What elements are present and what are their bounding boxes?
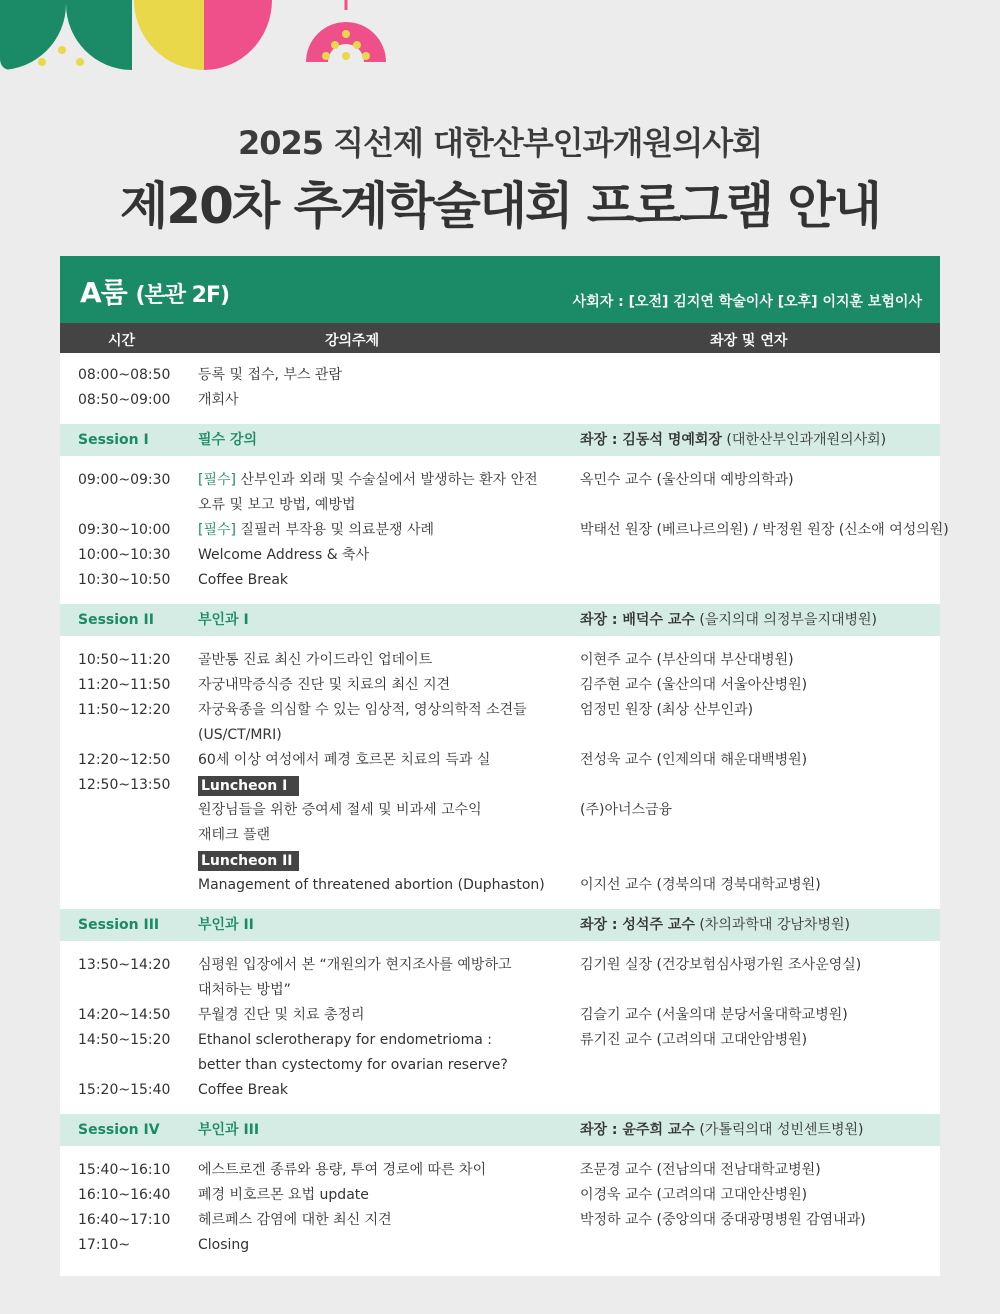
session-title: 필수 강의 bbox=[198, 432, 257, 448]
topic: Closing bbox=[198, 1237, 250, 1253]
session-chair: 좌장 : 배덕수 교수 (을지의대 의정부을지대병원) bbox=[580, 612, 878, 628]
session-label: Session I bbox=[78, 432, 149, 448]
speaker: (주)아너스금융 bbox=[580, 802, 673, 818]
col-speaker: 좌장 및 연자 bbox=[710, 333, 788, 349]
topic-line2: 오류 및 보고 방법, 예방법 bbox=[198, 497, 356, 513]
topic: 원장님들을 위한 증여세 절세 및 비과세 고수익 bbox=[198, 802, 482, 818]
topic: 폐경 비호르몬 요법 update bbox=[198, 1187, 369, 1203]
session-chair: 좌장 : 김동석 명예회장 (대한산부인과개원의사회) bbox=[580, 432, 887, 448]
time: 16:40~17:10 bbox=[78, 1212, 171, 1228]
speaker: 김슬기 교수 (서울의대 분당서울대학교병원) bbox=[580, 1007, 848, 1023]
speaker: 박태선 원장 (베르나르의원) / 박정원 원장 (신소애 여성의원) bbox=[580, 522, 949, 538]
topic: [필수] 산부인과 외래 및 수술실에서 발생하는 환자 안전 bbox=[198, 472, 538, 488]
required-tag: [필수] bbox=[198, 522, 236, 538]
required-tag: [필수] bbox=[198, 472, 236, 488]
event-subtitle: 2025 직선제 대한산부인과개원의사회 bbox=[237, 124, 763, 162]
time: 09:00~09:30 bbox=[78, 472, 171, 488]
time: 13:50~14:20 bbox=[78, 957, 171, 973]
topic: 심평원 입장에서 본 “개원의가 현지조사를 예방하고 bbox=[198, 957, 512, 973]
time: 10:00~10:30 bbox=[78, 547, 171, 563]
speaker: 옥민수 교수 (울산의대 예방의학과) bbox=[580, 472, 794, 488]
speaker: 엄정민 원장 (최상 산부인과) bbox=[580, 702, 754, 718]
topic: 자궁육종을 의심할 수 있는 임상적, 영상의학적 소견들 bbox=[198, 702, 527, 718]
time: 12:20~12:50 bbox=[78, 752, 171, 768]
session-label: Session II bbox=[78, 612, 154, 628]
topic: Coffee Break bbox=[198, 1082, 289, 1098]
time: 14:50~15:20 bbox=[78, 1032, 171, 1048]
time: 16:10~16:40 bbox=[78, 1187, 171, 1203]
speaker: 류기진 교수 (고려의대 고대안암병원) bbox=[580, 1032, 808, 1048]
session-3-bar bbox=[60, 909, 940, 941]
topic: Coffee Break bbox=[198, 572, 289, 588]
topic: Ethanol sclerotherapy for endometrioma : bbox=[198, 1032, 492, 1048]
session-label: Session III bbox=[78, 917, 160, 933]
yellow-half-circle bbox=[134, 0, 204, 70]
topic-line2: (US/CT/MRI) bbox=[198, 727, 282, 743]
topic: 헤르페스 감염에 대한 최신 지견 bbox=[198, 1212, 392, 1228]
topic-line2: better than cystectomy for ovarian reserve? bbox=[198, 1057, 508, 1073]
session-title: 부인과 I bbox=[198, 612, 249, 628]
topic: [필수] 질필러 부작용 및 의료분쟁 사례 bbox=[198, 522, 435, 538]
host-info: 사회자 : [오전] 김지연 학술이사 [오후] 이지훈 보험이사 bbox=[572, 294, 922, 310]
speaker: 조문경 교수 (전남의대 전남대학교병원) bbox=[580, 1162, 821, 1178]
session-chair: 좌장 : 성석주 교수 (차의과학대 강남차병원) bbox=[580, 917, 850, 933]
speaker: 김기원 실장 (건강보험심사평가원 조사운영실) bbox=[580, 957, 862, 973]
session-chair: 좌장 : 윤주희 교수 (가톨릭의대 성빈센트병원) bbox=[580, 1122, 864, 1138]
topic: 개회사 bbox=[198, 392, 239, 408]
speaker: 이현주 교수 (부산의대 부산대병원) bbox=[580, 652, 794, 668]
topic-line2: 대처하는 방법” bbox=[198, 982, 291, 998]
decorative-shapes bbox=[0, 0, 420, 75]
col-topic: 강의주제 bbox=[325, 333, 380, 349]
session-4-bar bbox=[60, 1114, 940, 1146]
topic: Welcome Address & 축사 bbox=[198, 547, 370, 563]
topic: 에스트로겐 종류와 용량, 투여 경로에 따른 차이 bbox=[198, 1162, 487, 1178]
luncheon-2-tag: Luncheon II bbox=[198, 851, 299, 871]
room-title bbox=[80, 271, 229, 311]
speaker: 이지선 교수 (경북의대 경북대학교병원) bbox=[580, 877, 821, 893]
session-title: 부인과 II bbox=[198, 917, 254, 933]
pink-quarter-circle bbox=[204, 0, 272, 70]
time: 11:50~12:20 bbox=[78, 702, 171, 718]
session-2-bar bbox=[60, 604, 940, 636]
time: 10:30~10:50 bbox=[78, 572, 171, 588]
topic-line2: 재테크 플랜 bbox=[198, 827, 271, 843]
time: 12:50~13:50 bbox=[78, 777, 171, 793]
time: 08:00~08:50 bbox=[78, 367, 171, 383]
topic: 60세 이상 여성에서 폐경 호르몬 치료의 득과 실 bbox=[198, 752, 491, 768]
luncheon-1-tag: Luncheon I bbox=[198, 776, 299, 796]
speaker: 김주현 교수 (울산의대 서울아산병원) bbox=[580, 677, 808, 693]
time: 08:50~09:00 bbox=[78, 392, 171, 408]
time: 17:10~ bbox=[78, 1237, 131, 1253]
time: 15:20~15:40 bbox=[78, 1082, 171, 1098]
room-name: A룸 bbox=[80, 276, 127, 309]
time: 15:40~16:10 bbox=[78, 1162, 171, 1178]
col-time: 시간 bbox=[108, 333, 136, 349]
session-label: Session IV bbox=[78, 1122, 160, 1138]
topic: 무월경 진단 및 치료 총정리 bbox=[198, 1007, 365, 1023]
session-1-bar bbox=[60, 424, 940, 456]
time: 11:20~11:50 bbox=[78, 677, 171, 693]
speaker: 박정하 교수 (중앙의대 중대광명병원 감염내과) bbox=[580, 1212, 866, 1228]
time: 14:20~14:50 bbox=[78, 1007, 171, 1023]
topic: 자궁내막증식증 진단 및 치료의 최신 지견 bbox=[198, 677, 451, 693]
topic: 골반통 진료 최신 가이드라인 업데이트 bbox=[198, 652, 433, 668]
speaker: 전성욱 교수 (인제의대 해운대백병원) bbox=[580, 752, 808, 768]
topic: 등록 및 접수, 부스 관람 bbox=[198, 367, 342, 383]
room-location: (본관 2F) bbox=[135, 283, 230, 308]
time: 09:30~10:00 bbox=[78, 522, 171, 538]
event-title: 제20차 추계학술대회 프로그램 안내 bbox=[119, 177, 880, 235]
speaker: 이경욱 교수 (고려의대 고대안산병원) bbox=[580, 1187, 808, 1203]
program-card bbox=[60, 256, 949, 1276]
session-title: 부인과 III bbox=[198, 1122, 260, 1138]
time: 10:50~11:20 bbox=[78, 652, 171, 668]
column-header bbox=[60, 323, 940, 353]
room-header bbox=[60, 256, 940, 323]
topic: Management of threatened abortion (Duphaston) bbox=[198, 877, 545, 893]
